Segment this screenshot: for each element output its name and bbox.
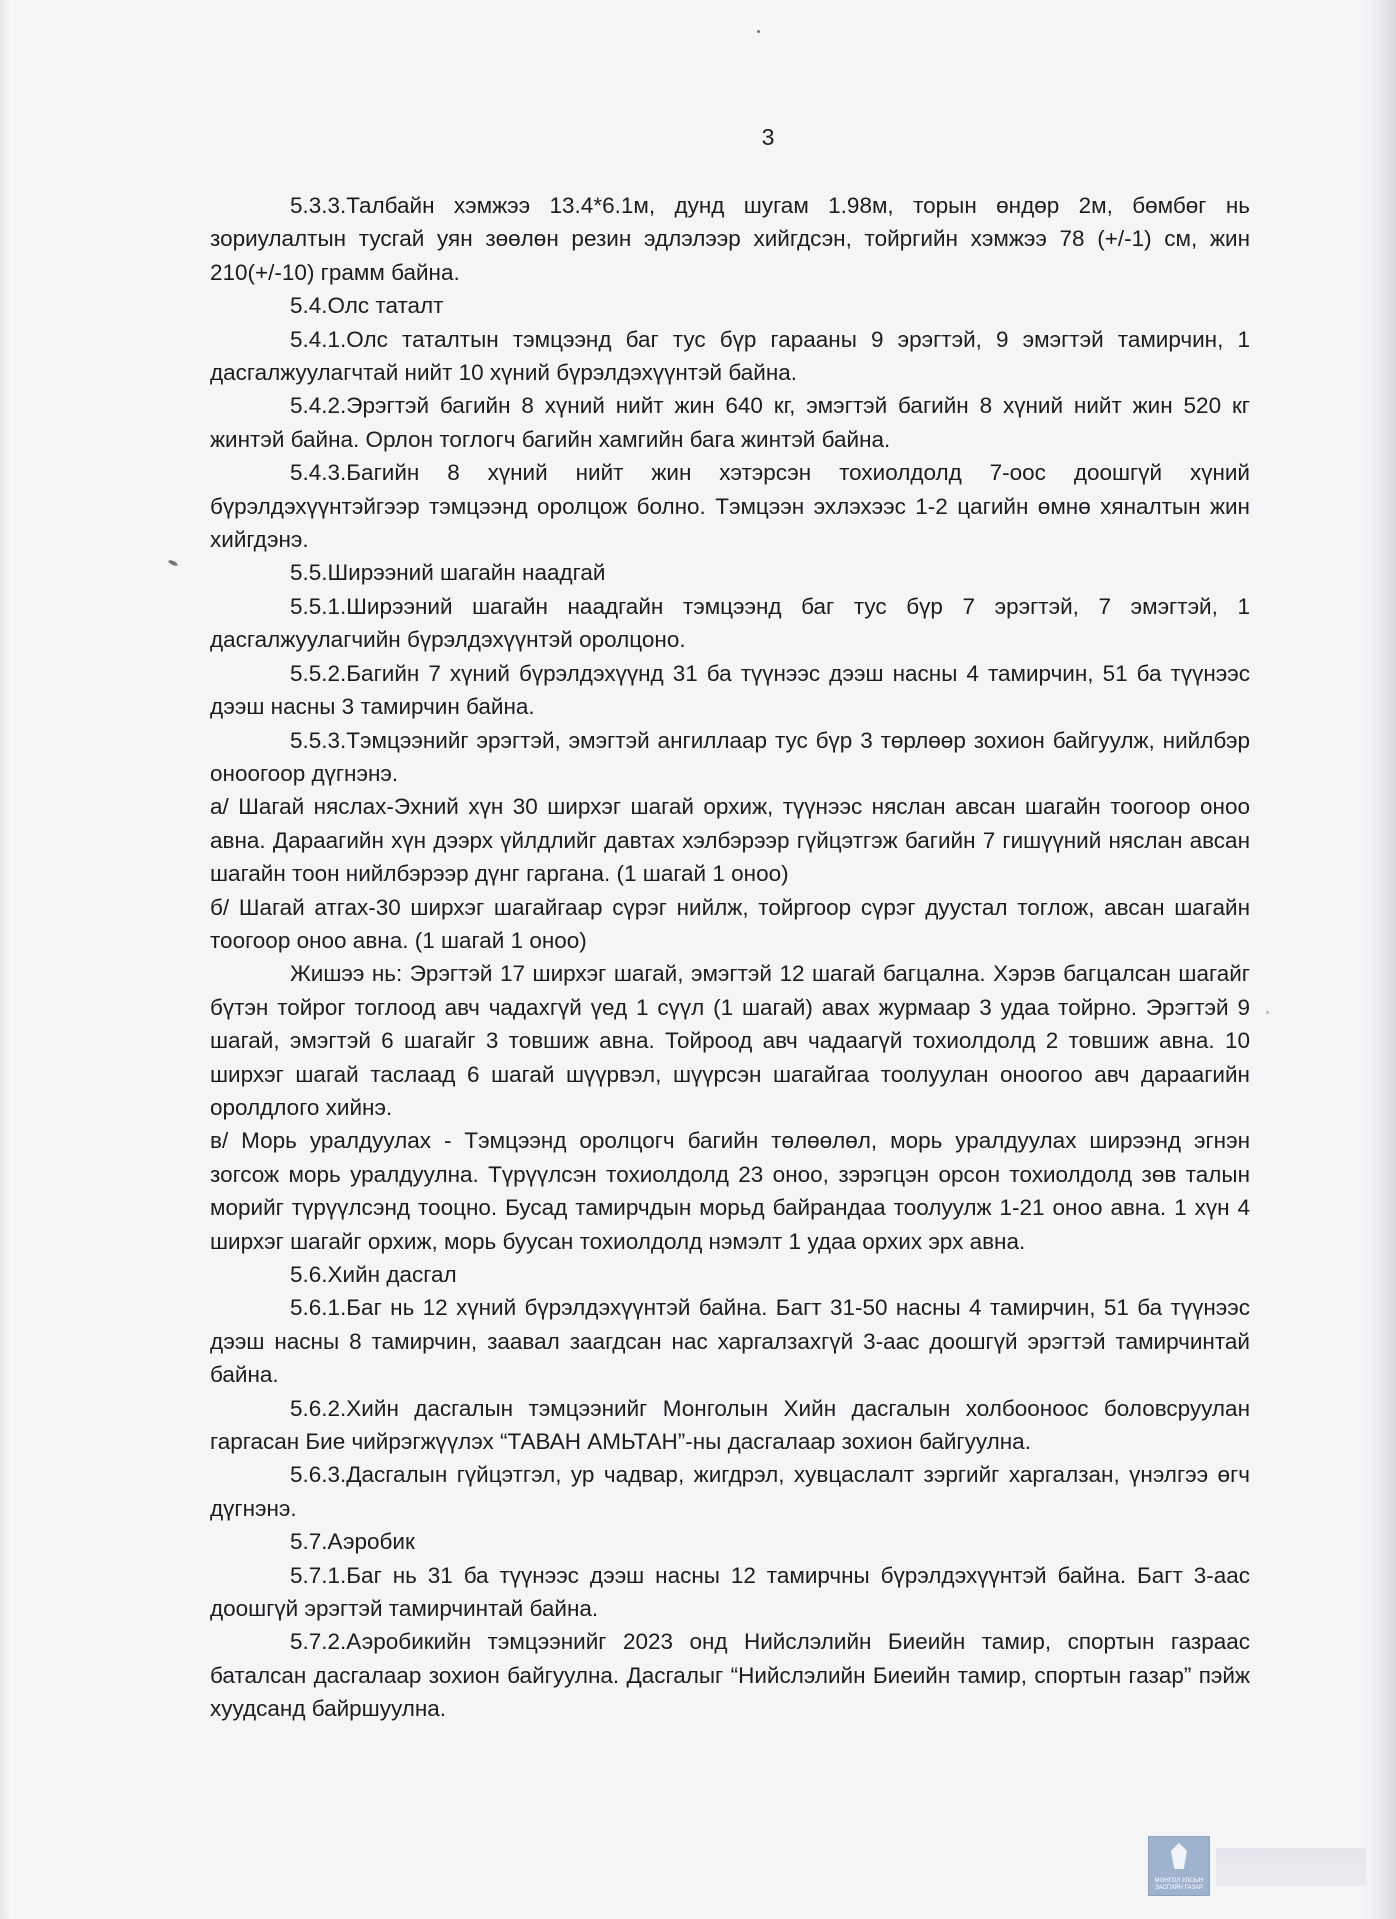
paragraph: 5.6.Хийн дасгал <box>290 1262 457 1287</box>
page-number: 3 <box>761 124 775 150</box>
paragraph: 5.4.3.Багийн 8 хүний нийт жин хэтэрсэн тохиолдолд 7-оос доошгүй хүний бүрэлдэхүүнтэйгээр тэмцээнд оролцож болно. Тэмцээн эхлэхээс 1-2 цагийн өмнө хяналтын жин хийгдэнэ. <box>210 460 1250 553</box>
scan-edge-left <box>0 0 10 1919</box>
paragraph: 5.7.1.Баг нь 31 ба түүнээс дээш насны 12 тамирчны бүрэлдэхүүнтэй байна. Багт 3-аас доошгүй эрэгтэй тамирчинтай байна. <box>210 1562 1250 1622</box>
paragraph: а/ Шагай няслах-Эхний хүн 30 ширхэг шагай орхиж, түүнээс няслан авсан шагайн тоогоор оноо авна. Дараагийн хүн дээрх үйлдлийг давтах хэлбэрээр гүйцэтгэж багийн 7 гишүүний няслан авсан шагайн тоон нийлбэрээр дүнг гаргана. (1 шагай 1 оноо) <box>210 794 1250 887</box>
paragraph: 5.4.2.Эрэгтэй багийн 8 хүний нийт жин 640 кг, эмэгтэй багийн 8 хүний нийт жин 520 кг жинтэй байна. Орлон тоглогч багийн хамгийн бага жинтэй байна. <box>210 393 1250 452</box>
paragraph: 5.7.2.Аэробикийн тэмцээнийг 2023 онд Нийслэлийн Биеийн тамир, спортын газраас баталсан дасгалаар зохион байгуулна. Дасгалыг “Нийслэлийн Биеийн тамир, спортын газар” пэйж хуудсанд байршуулна. <box>210 1629 1250 1722</box>
paragraph: 5.5.Ширээний шагайн наадгай <box>290 560 606 586</box>
paragraph: 5.6.1.Баг нь 12 хүний бүрэлдэхүүнтэй байна. Багт 31-50 насны 4 тамирчин, 51 ба түүнээс дээш насны 8 тамирчин, заавал заагдсан нас харгалзахгүй 3-аас доошгүй эрэгтэй тамирчинтай байна. <box>210 1295 1250 1388</box>
paragraph: б/ Шагай атгах-30 ширхэг шагайгаар сүрэг нийлж, тойргоор сүрэг дуустал тоглож, авсан шагайн тоогоор оноо авна. (1 шагай 1 оноо) <box>210 894 1250 953</box>
paragraph: 5.7.Аэробик <box>290 1529 415 1555</box>
paragraph: в/ Морь уралдуулах - Тэмцээнд оролцогч багийн төлөөлөл, морь уралдуулах ширээнд эгнэн зогсож морь уралдуулна. Түрүүлсэн тохиолдолд 23 оноо, зэрэгцэн орсон тохиолдолд зөв талын морийг түрүүлсэнд тооцно. Бусад тамирчдын морьд байрандаа тоолуулж 1-21 оноо авна. 1 хүн 4 ширхэг шагайг орхиж, морь буусан тохиолдолд нэмэлт 1 удаа орхих эрх авна. <box>210 1128 1250 1254</box>
paragraph: Жишээ нь: Эрэгтэй 17 ширхэг шагай, эмэгтэй 12 шагай багцална. Хэрэв багцалсан шагайг бүтэн тойрог тоглоод авч чадахгүй үед 1 сүүл (1 шагай) авах журмаар 3 удаа тойрно. Эрэгтэй 9 шагай, эмэгтэй 6 шагайг 3 товшиж авна. Тойроод авч чадаагүй тохиолдолд 2 товшиж авна. 10 ширхэг шагай таслаад 6 шагай шүүрвэл, шүүрсэн шагайгаа тоолуулан оноогоо авч дараагийн оролдлого хийнэ. <box>210 961 1250 1120</box>
paragraph: 5.4.Олс таталт <box>290 293 444 319</box>
scan-edge-right <box>1364 0 1396 1919</box>
paragraph: 5.3.3.Талбайн хэмжээ 13.4*6.1м, дунд шугам 1.98м, торын өндөр 2м, бөмбөг нь зориулалтын тусгай уян зөөлөн резин эдлэлээр хийгдсэн, тойргийн хэмжээ 78 (+/-1) см, жин 210(+/-10) грамм байна. <box>210 193 1250 285</box>
paragraph: 5.6.3.Дасгалын гүйцэтгэл, ур чадвар, жигдрэл, хувцаслалт зэргийг харгалзан, үнэлгээ өгч дүгнэнэ. <box>210 1462 1250 1521</box>
emblem-caption: МОНГОЛ УЛСЫН ЗАСГИЙН ГАЗАР <box>1154 1878 1204 1891</box>
scan-speck <box>168 559 179 567</box>
paragraph: 5.5.2.Багийн 7 хүний бүрэлдэхүүнд 31 ба түүнээс дээш насны 4 тамирчин, 51 ба түүнээс дээш насны 3 тамирчин байна. <box>210 660 1250 720</box>
paragraph: 5.6.2.Хийн дасгалын тэмцээнийг Монголын Хийн дасгалын холбооноос боловсруулан гаргасан Бие чийрэгжүүлэх “ТАВАН АМЬТАН”-ны дасгалаар зохион байгуулна. <box>210 1395 1250 1455</box>
paragraph: 5.4.1.Олс таталтын тэмцээнд баг тус бүр гарааны 9 эрэгтэй, 9 эмэгтэй тамирчин, 1 дасгалжуулагчтай нийт 10 хүний бүрэлдэхүүнтэй байна. <box>210 326 1250 386</box>
government-emblem <box>1148 1836 1210 1896</box>
soyombo-emblem-icon <box>1171 1843 1187 1869</box>
paragraph: 5.5.3.Тэмцээнийг эрэгтэй, эмэгтэй ангиллаар тус бүр 3 төрлөөр зохион байгуулж, нийлбэр оноогоор дүгнэнэ. <box>210 727 1250 786</box>
stamp-shadow <box>1216 1848 1366 1886</box>
paragraph: 5.5.1.Ширээний шагайн наадгайн тэмцээнд баг тус бүр 7 эрэгтэй, 7 эмэгтэй, 1 дасгалжуулагчийн бүрэлдэхүүнтэй оролцоно. <box>210 593 1250 653</box>
scan-speck <box>757 30 760 33</box>
scan-speck <box>1266 1011 1269 1014</box>
document-body <box>210 189 1250 1726</box>
